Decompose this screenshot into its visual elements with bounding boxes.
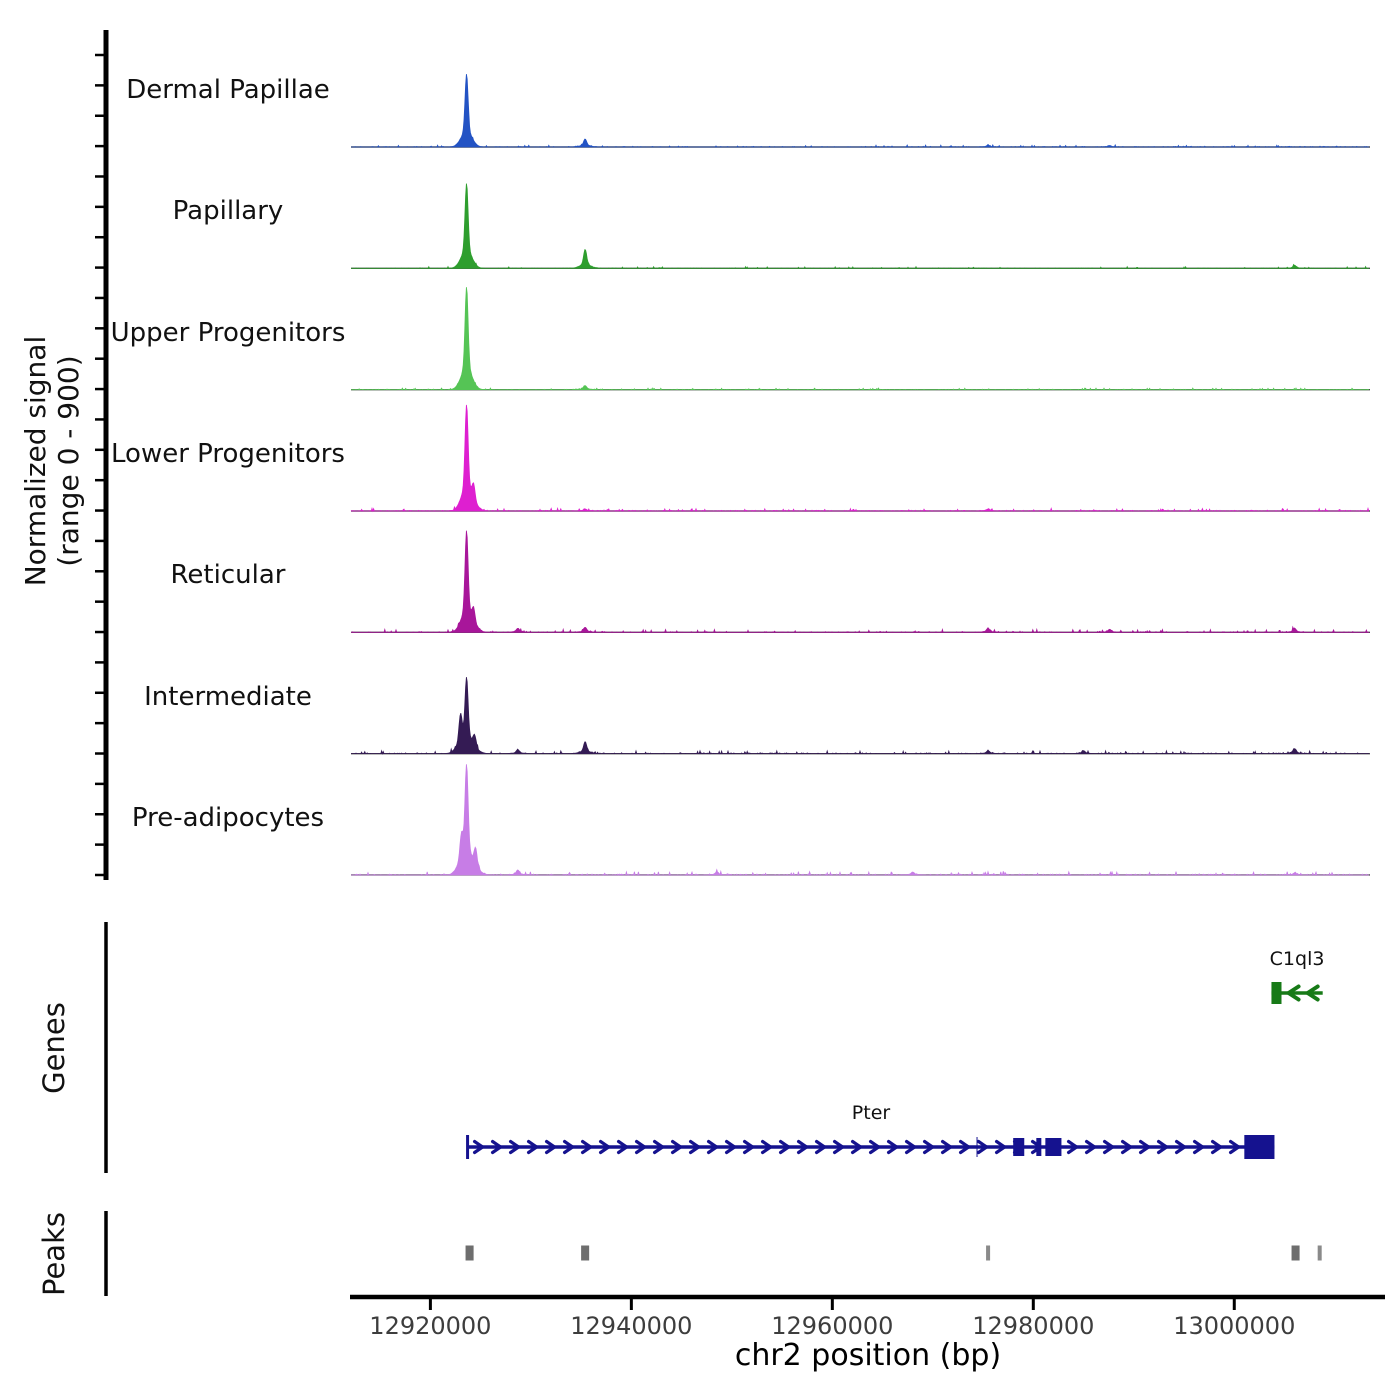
gene-label-C1ql3: C1ql3 [1269,948,1325,970]
x-tick-label-12920000: 12920000 [369,1312,492,1340]
signal-track-pre-adipocytes [351,764,1369,875]
signal-track-dermal-papillae [351,74,1369,147]
track-label-lower-progenitors: Lower Progenitors [111,438,345,469]
gene-exon-C1ql3 [1271,982,1281,1004]
y-axis-label-line2: (range 0 - 900) [52,355,85,567]
track-label-intermediate: Intermediate [144,681,312,712]
genes-track-label: Genes [37,1002,71,1094]
peak-region [581,1246,589,1261]
gene-exon-Pter [1013,1138,1024,1156]
signal-track-reticular [351,531,1369,633]
track-label-reticular: Reticular [170,560,286,591]
gene-exon-Pter [1036,1138,1041,1156]
track-label-papillary: Papillary [172,196,284,227]
track-label-dermal-papillae: Dermal Papillae [126,75,330,105]
peaks-track-label: Peaks [37,1212,71,1296]
x-tick-label-12940000: 12940000 [570,1312,693,1340]
track-label-upper-progenitors: Upper Progenitors [110,317,346,348]
signal-track-lower-progenitors [351,405,1369,511]
y-axis-label-line1: Normalized signal [19,335,52,587]
peak-region [986,1246,990,1261]
signal-track-papillary [351,184,1369,269]
y-axis-label [19,161,85,761]
gene-exon-Pter [1045,1138,1061,1156]
peak-region [1292,1246,1300,1261]
peak-region [1318,1246,1322,1261]
x-tick-label-12960000: 12960000 [771,1312,894,1340]
x-tick-label-13000000: 13000000 [1173,1312,1296,1340]
signal-track-intermediate [351,677,1369,754]
x-tick-label-12980000: 12980000 [972,1312,1095,1340]
signal-track-upper-progenitors [351,287,1369,390]
x-axis-title: chr2 position (bp) [734,1338,1002,1373]
track-label-pre-adipocytes: Pre-adipocytes [131,802,325,833]
peak-region [466,1246,474,1261]
gene-label-Pter: Pter [851,1102,891,1124]
gene-exon-Pter [1244,1135,1274,1159]
